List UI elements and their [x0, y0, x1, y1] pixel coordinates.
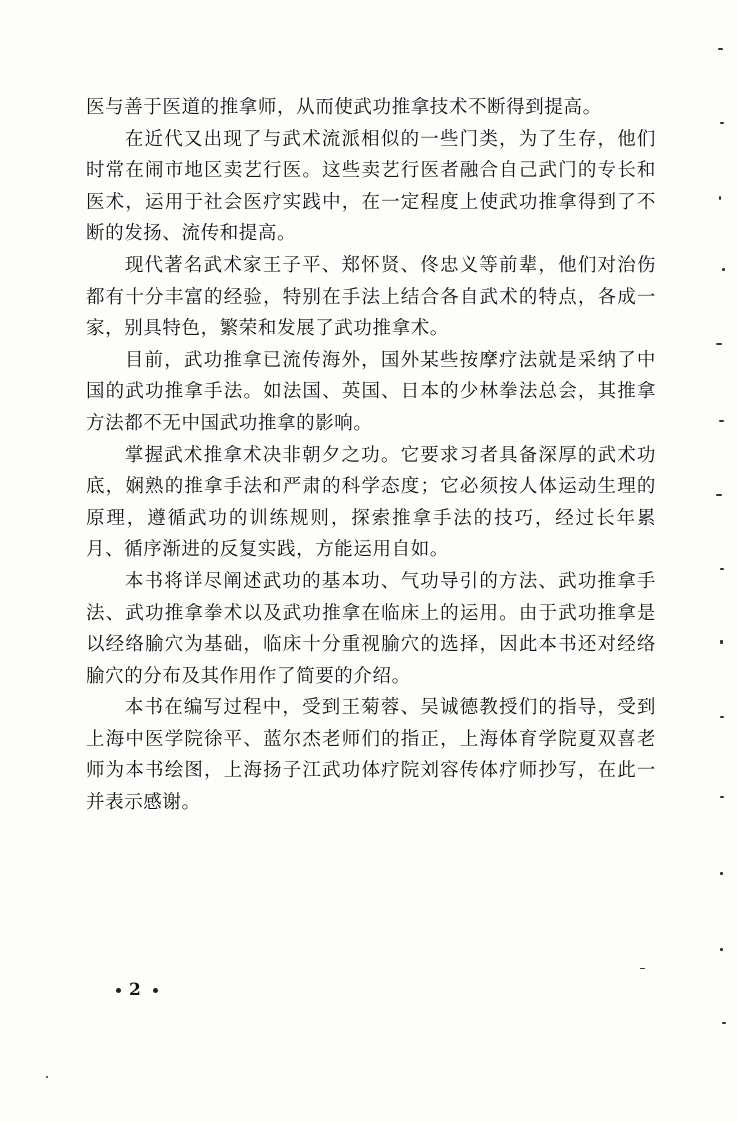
- scan-speck: [716, 343, 722, 345]
- scan-speck: [720, 122, 724, 124]
- scan-speck: [719, 196, 721, 200]
- paragraph-3: 现代著名武术家王子平、郑怀贤、佟忠义等前辈，他们对治伤都有十分丰富的经验，特别在手法上结合各自武术的特点，各成一家，别具特色，繁荣和发展了武功推拿术。: [86, 254, 656, 340]
- scan-speck: [720, 948, 723, 951]
- page-number-dot-right: [153, 988, 158, 993]
- page-number: [108, 980, 166, 1000]
- body-text: [86, 92, 656, 819]
- scan-speck: [718, 48, 723, 50]
- scan-speck: [720, 796, 724, 798]
- scan-speck: [719, 420, 724, 422]
- scan-speck: [720, 640, 723, 644]
- scan-speck: [716, 494, 722, 496]
- page-number-value: 2: [129, 980, 145, 1000]
- page-number-dot-left: [116, 988, 121, 993]
- paragraph-7: 本书在编写过程中，受到王菊蓉、吴诚德教授们的指导，受到上海中医学院徐平、蓝尔杰老师们的指正，上海体育学院夏双喜老师为本书绘图，上海扬子江武功体疗院刘容传体疗师抄写，在此一并表示感谢。: [86, 697, 656, 814]
- paragraph-2: 在近代又出现了与武术流派相似的一些门类，为了生存，他们时常在闹市地区卖艺行医。这些卖艺行医者融合自己武门的专长和医术，运用于社会医疗实践中，在一定程度上使武功推拿得到了不断的发扬、流传和提高。: [86, 128, 656, 245]
- paragraph-6: 本书将详尽阐述武功的基本功、气功导引的方法、武功推拿手法、武功推拿拳术以及武功推拿在临床上的运用。由于武功推拿是以经络腧穴为基础，临床十分重视腧穴的选择，因此本书还对经络腧穴的分布及其作用作了简要的介绍。: [86, 570, 656, 687]
- paragraph-1: 医与善于医道的推拿师，从而使武功推拿技术不断得到提高。: [86, 97, 602, 118]
- scan-speck: [720, 872, 723, 875]
- scan-speck: [640, 968, 645, 969]
- scan-speck: [722, 1022, 726, 1024]
- scan-speck: [46, 1076, 48, 1078]
- scan-speck: [720, 568, 724, 570]
- paragraph-5: 掌握武术推拿术决非朝夕之功。它要求习者具备深厚的武术功底，娴熟的推拿手法和严肃的科学态度；它必须按人体运动生理的原理，遵循武功的训练规则，探索推拿手法的技巧，经过长年累月、循序渐进的反复实践，方能运用自如。: [86, 444, 656, 561]
- paragraph-4: 目前，武功推拿已流传海外，国外某些按摩疗法就是采纳了中国的武功推拿手法。如法国、英国、日本的少林拳法总会，其推拿方法都不无中国武功推拿的影响。: [86, 349, 656, 434]
- scan-speck: [722, 268, 725, 271]
- scan-speck: [720, 716, 724, 718]
